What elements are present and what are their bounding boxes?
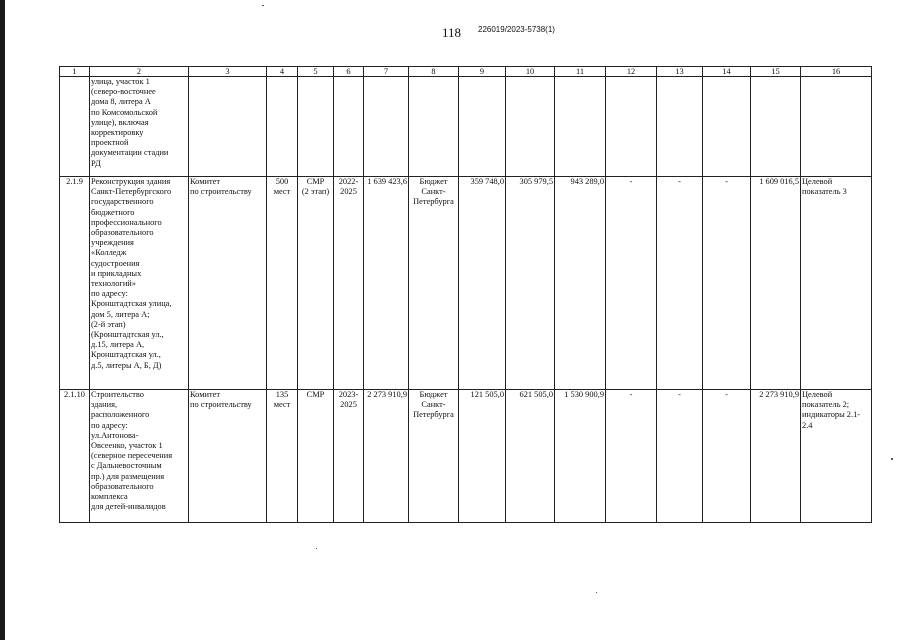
- funding-source: [409, 77, 459, 177]
- column-header: 14: [703, 67, 751, 77]
- value-col-14: -: [703, 177, 751, 390]
- capacity: [267, 77, 298, 177]
- scan-edge: [0, 0, 5, 640]
- years: [334, 77, 364, 177]
- column-header: 2: [90, 67, 189, 77]
- customer: [189, 77, 267, 177]
- row-number: 2.1.10: [60, 390, 90, 523]
- capacity: 500 мест: [267, 177, 298, 390]
- work-stage: [298, 77, 334, 177]
- target-indicator: Целевой показатель 3: [801, 177, 872, 390]
- funding-source: Бюджет Санкт- Петербурга: [409, 390, 459, 523]
- column-header: 9: [459, 67, 506, 77]
- years: 2022- 2025: [334, 177, 364, 390]
- value-col-13: -: [657, 177, 703, 390]
- value-col-11: 1 530 900,9: [555, 390, 606, 523]
- target-indicator: [801, 77, 872, 177]
- column-header: 15: [751, 67, 801, 77]
- value-col-15: [751, 77, 801, 177]
- value-col-10: 621 505,0: [506, 390, 555, 523]
- column-header: 4: [267, 67, 298, 77]
- table-row: [60, 77, 872, 177]
- scan-speck: [316, 548, 317, 549]
- column-header: 12: [606, 67, 657, 77]
- total-cost: 2 273 910,9: [364, 390, 409, 523]
- column-number-row: [60, 67, 872, 77]
- total-cost: [364, 77, 409, 177]
- object-name: Реконструкция здания Санкт-Петербургского государственного бюджетного профессионального образовательного учреждения «Колледж судостроения и прикладных технологий» по адресу: Кронштадтская улица, дом 5, литера А; (2-й этап) (Кронштадтская ул., д.15, литера А, Кронштадтская ул., д.5, литеры А, Б, Д): [90, 177, 189, 390]
- value-col-11: 943 289,0: [555, 177, 606, 390]
- row-number: 2.1.9: [60, 177, 90, 390]
- budget-table: [59, 66, 872, 523]
- value-col-9: 121 505,0: [459, 390, 506, 523]
- years: 2023- 2025: [334, 390, 364, 523]
- document-id: 226019/2023-5738(1): [478, 25, 555, 34]
- scan-speck: [891, 458, 893, 460]
- table-row: [60, 390, 872, 523]
- column-header: 13: [657, 67, 703, 77]
- row-number: [60, 77, 90, 177]
- table-row: [60, 177, 872, 390]
- customer: Комитет по строительству: [189, 177, 267, 390]
- column-header: 16: [801, 67, 872, 77]
- value-col-9: 359 748,0: [459, 177, 506, 390]
- total-cost: 1 639 423,6: [364, 177, 409, 390]
- value-col-14: [703, 77, 751, 177]
- value-col-12: -: [606, 177, 657, 390]
- work-stage: СМР: [298, 390, 334, 523]
- object-name: Строительство здания, расположенного по адресу: ул.Антонова- Овсеенко, участок 1 (северное пересечения с Дальневосточным пр.) для размещения образовательного комплекса для детей-инвалидов: [90, 390, 189, 523]
- funding-source: Бюджет Санкт- Петербурга: [409, 177, 459, 390]
- value-col-12: -: [606, 390, 657, 523]
- column-header: 10: [506, 67, 555, 77]
- value-col-10: [506, 77, 555, 177]
- value-col-15: 1 609 016,5: [751, 177, 801, 390]
- value-col-13: [657, 77, 703, 177]
- value-col-10: 305 979,5: [506, 177, 555, 390]
- object-name: улица, участок 1 (северо-восточнее дома 8, литера А по Комсомольской улице), включая корректировку проектной документации стадии РД: [90, 77, 189, 177]
- column-header: 11: [555, 67, 606, 77]
- value-col-14: -: [703, 390, 751, 523]
- target-indicator: Целевой показатель 2; индикаторы 2.1- 2.4: [801, 390, 872, 523]
- page-number: 118: [442, 25, 462, 40]
- column-header: 1: [60, 67, 90, 77]
- customer: Комитет по строительству: [189, 390, 267, 523]
- column-header: 8: [409, 67, 459, 77]
- value-col-12: [606, 77, 657, 177]
- column-header: 5: [298, 67, 334, 77]
- work-stage: СМР (2 этап): [298, 177, 334, 390]
- capacity: 135 мест: [267, 390, 298, 523]
- column-header: 3: [189, 67, 267, 77]
- scan-speck: [262, 5, 264, 6]
- value-col-13: -: [657, 390, 703, 523]
- value-col-11: [555, 77, 606, 177]
- column-header: 7: [364, 67, 409, 77]
- value-col-9: [459, 77, 506, 177]
- value-col-15: 2 273 910,9: [751, 390, 801, 523]
- column-header: 6: [334, 67, 364, 77]
- scan-speck: [596, 592, 597, 593]
